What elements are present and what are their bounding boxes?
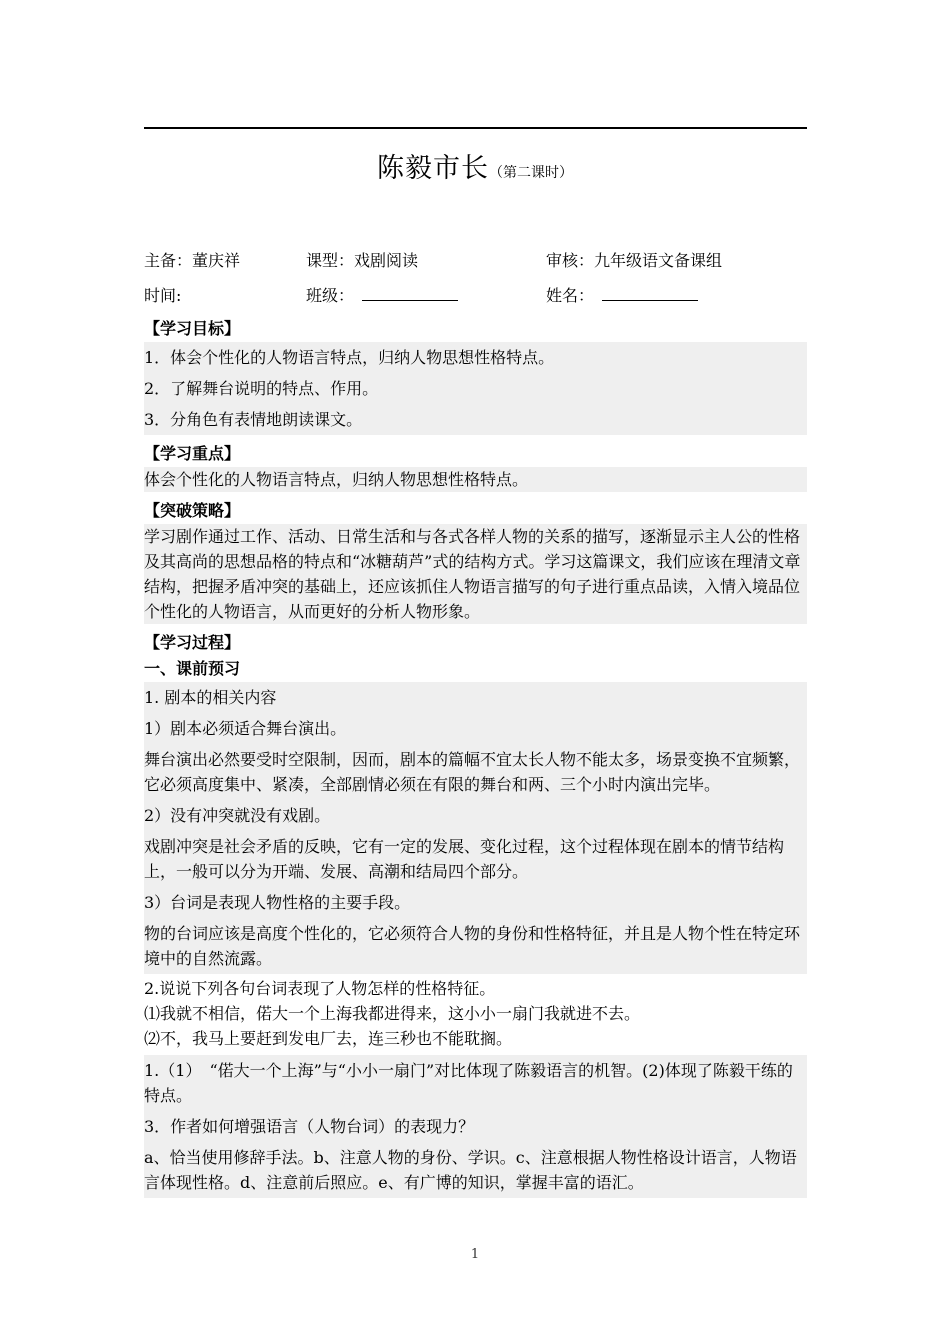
item-language-question: 3．作者如何增强语言（人物台词）的表现力？: [144, 1117, 475, 1136]
header-rule: [144, 127, 807, 129]
time-label: 时间:: [144, 286, 182, 305]
answer-text: 1.（1） “偌大一个上海”与“小小一扇门”对比体现了陈毅语言的机智。(2)体现了陈毅干练的特点。: [144, 1061, 793, 1105]
goal-item: 2．了解舞台说明的特点、作用。: [144, 379, 379, 398]
answer-block: [144, 1055, 807, 1198]
question-line: ⑴我就不相信，偌大一个上海我都进得来，这小小一扇门我就进不去。: [144, 1004, 641, 1023]
point-title: 3）台词是表现人物性格的主要手段。: [144, 893, 411, 912]
item-language-answer: a、恰当使用修辞手法。b、注意人物的身份、学识。c、注意根据人物性格设计语言，人物语言体现性格。d、注意前后照应。e、有广博的知识，掌握丰富的语汇。: [144, 1148, 797, 1192]
page-title: [0, 146, 950, 185]
meta-name: [546, 286, 698, 306]
class-blank: [362, 286, 458, 301]
section-preview-heading: 一、课前预习: [144, 659, 241, 678]
goal-item: 3．分角色有表情地朗读课文。: [144, 410, 363, 429]
strategy-text: 学习剧作通过工作、活动、日常生活和与各式各样人物的关系的描写，逐渐显示主人公的性格及其高尚的思想品格的特点和“冰糖葫芦”式的结构方式。学习这篇课文，我们应该在理清文章结构，把握矛盾冲突的基础上，还应该抓住人物语言描写的句子进行重点品读，入情入境品位个性化的人物语言，从而更好的分析人物形象。: [144, 524, 807, 624]
goals-heading: 【学习目标】: [144, 319, 241, 338]
point-title: 2）没有冲突就没有戏剧。: [144, 806, 331, 825]
name-label: 姓名：: [546, 286, 595, 305]
process-heading: 【学习过程】: [144, 633, 241, 652]
focus-heading: 【学习重点】: [144, 444, 241, 463]
focus-text: 体会个性化的人物语言特点，归纳人物思想性格特点。: [144, 467, 807, 492]
meta-class: [306, 286, 458, 306]
page-number: 1: [470, 1247, 480, 1262]
question-prompt: 2.说说下列各句台词表现了人物怎样的性格特征。: [144, 979, 496, 998]
question-line: ⑵不，我马上要赶到发电厂去，连三秒也不能耽搁。: [144, 1029, 513, 1048]
point-text: 舞台演出必然要受时空限制，因而，剧本的篇幅不宜太长人物不能太多，场景变换不宜频繁，它必须高度集中、紧凑，全部剧情必须在有限的舞台和两、三个小时内演出完毕。: [144, 750, 801, 794]
title-main: 陈毅市长: [377, 153, 489, 184]
preview-block: [144, 682, 807, 974]
goal-item: 1．体会个性化的人物语言特点，归纳人物思想性格特点。: [144, 348, 555, 367]
point-text: 戏剧冲突是社会矛盾的反映，它有一定的发展、变化过程，这个过程体现在剧本的情节结构上，一般可以分为开端、发展、高潮和结局四个部分。: [144, 837, 785, 881]
title-sub: （第二课时）: [489, 165, 573, 181]
meta-time: [144, 286, 181, 306]
point-text: 物的台词应该是高度个性化的，它必须符合人物的身份和性格特征，并且是人物个性在特定环境中的自然流露。: [144, 924, 801, 968]
goals-list: [144, 342, 807, 435]
meta-preparer: 主备：董庆祥: [144, 251, 241, 270]
document-body: [144, 316, 807, 1198]
point-title: 1）剧本必须适合舞台演出。: [144, 719, 347, 738]
item-script-content: 1. 剧本的相关内容: [144, 688, 277, 707]
meta-reviewer: 审核：九年级语文备课组: [546, 251, 723, 270]
strategy-heading: 【突破策略】: [144, 501, 241, 520]
name-blank: [602, 286, 698, 301]
class-label: 班级：: [306, 286, 355, 305]
meta-lesson-type: 课型：戏剧阅读: [306, 251, 419, 270]
